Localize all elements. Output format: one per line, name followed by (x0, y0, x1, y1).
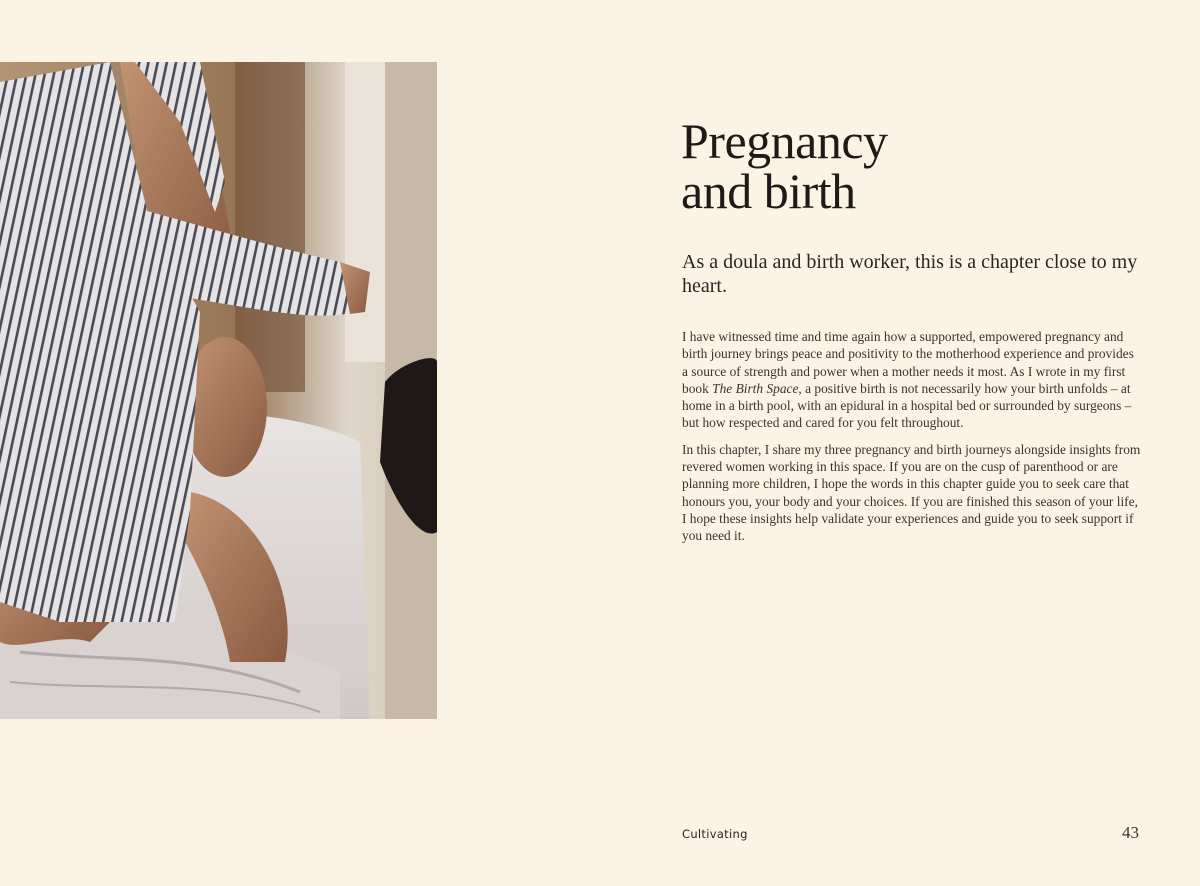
page-number: 43 (1122, 823, 1139, 842)
book-title: The Birth Space (712, 380, 799, 396)
body-paragraph-1 (682, 328, 1142, 432)
running-footer-section: Cultivating (682, 827, 748, 841)
chapter-photo (0, 62, 437, 719)
lead-paragraph: As a doula and birth worker, this is a chapter close to my heart. (682, 251, 1138, 297)
body-paragraph-1-text-a: I have witnessed time and time again how a supported, empowered pregnancy and birth journey brings peace and positivity to the motherhood experience and provides a source of strength and power when a mother needs it most. As I wrote in my first book (682, 329, 1134, 396)
chapter-title (681, 113, 888, 219)
photo-illustration (0, 62, 437, 719)
body-text (682, 328, 1142, 554)
chapter-title-line-2: and birth (681, 163, 856, 219)
body-paragraph-1-text-b: , a positive birth is not necessarily how your birth unfolds – at home in a birth pool, with an epidural in a hospital bed or surrounded by surgeons – but how respected and cared for you felt throughout. (682, 380, 1132, 431)
chapter-title-line-1: Pregnancy (681, 113, 888, 169)
body-paragraph-2: In this chapter, I share my three pregnancy and birth journeys alongside insights from revered women working in this space. If you are on the cusp of parenthood or are planning more children, I hope the words in this chapter guide you to seek care that honours you, your body and your choices. If you are finished this season of your life, I hope these insights help validate your experiences and guide you to seek support if you need it. (682, 441, 1141, 544)
